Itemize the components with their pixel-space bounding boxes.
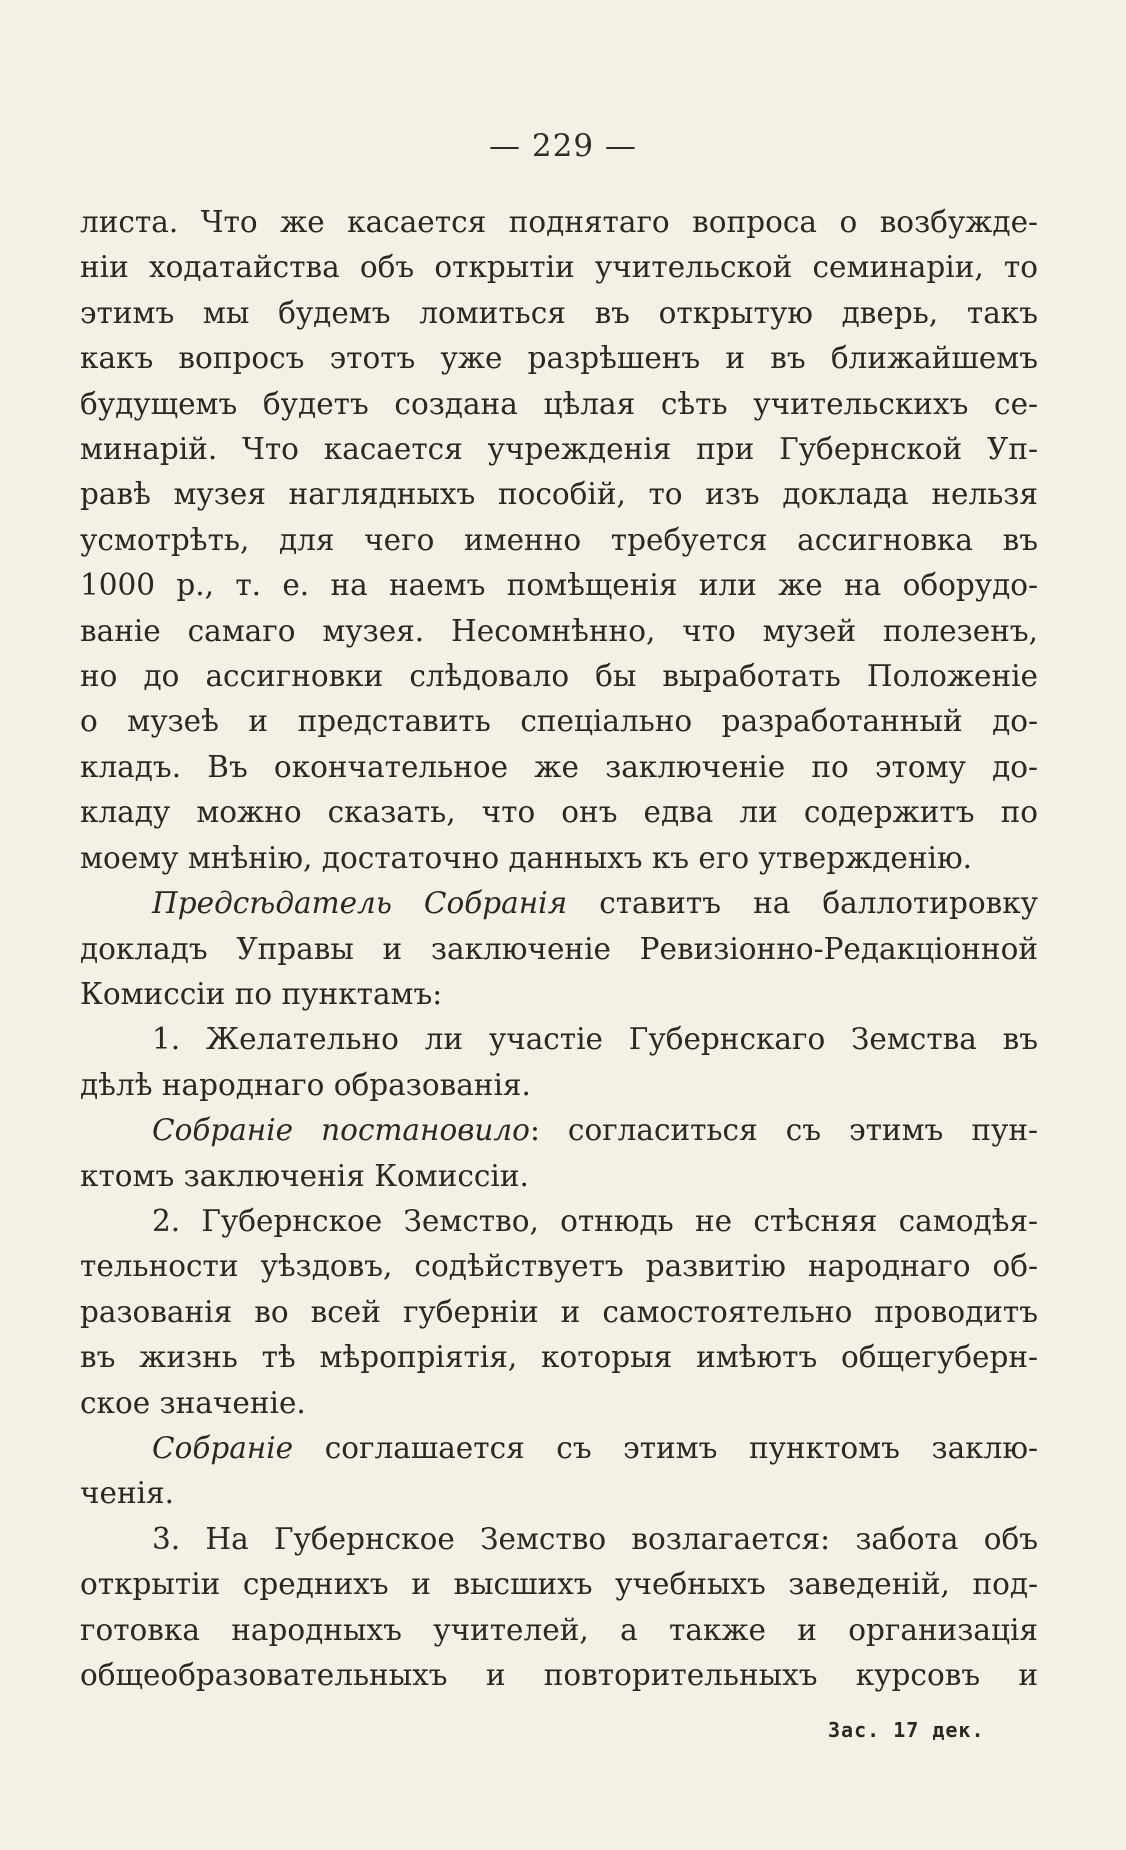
text-line: кладу можно сказать, что онъ едва ли содержитъ по [80,795,1038,830]
item-1-line: 1. Желательно ли участіе Губернскаго Земства въ [152,1022,1038,1057]
text-line: ваніе самаго музея. Несомнѣнно, что музей полезенъ, [80,613,1038,648]
resolution-2-line [80,1426,1038,1471]
text-line: моему мнѣнію, достаточно данныхъ къ его утвержденію. [80,840,973,875]
text-line: дѣлѣ народнаго образованія. [80,1067,531,1102]
text-line: общеобразовательныхъ и повторительныхъ курсовъ и [80,1658,1038,1692]
text-line: какъ вопросъ этотъ уже разрѣшенъ и въ ближайшемъ [80,341,1038,376]
chairman-paragraph-line [80,881,1038,926]
text-line: кладъ. Въ окончательное же заключеніе по этому до- [80,749,1038,784]
text-line: ченія. [80,1476,175,1511]
text-line: 1000 р., т. е. на наемъ помѣщенія или же на оборудо- [80,568,1038,603]
text-line: докладъ Управы и заключеніе Ревизіонно-Редакціонной [80,931,1038,966]
text-line: разованія во всей губерніи и самостоятельно проводитъ [80,1294,1038,1329]
text-line: готовка народныхъ учителей, а также и организація [80,1612,1038,1647]
resolution-1-text: : согласиться съ этимъ пун- [529,1113,1038,1148]
page-footer-signature: Зас. 17 дек. [828,1718,985,1742]
text-line: усмотрѣть, для чего именно требуется ассигновка въ [80,522,1038,557]
text-line: Комиссіи по пунктамъ: [80,976,443,1011]
text-line: ніи ходатайства объ открытіи учительской семинаріи, то [80,250,1038,285]
body-text [80,200,1038,1698]
resolution-2-title: Собраніе [152,1430,294,1465]
resolution-1-title: Собраніе постановило [152,1113,530,1148]
text-line: тельности уѣздовъ, содѣйствуетъ развитію народнаго об- [80,1249,1038,1284]
text-line: будущемъ будетъ создана цѣлая сѣть учительскихъ се- [80,386,1038,421]
chairman-title: Предсѣдатель Собранія [152,886,568,921]
text-line: открытіи среднихъ и высшихъ учебныхъ заведеній, под- [80,1567,1038,1602]
text-line: равѣ музея наглядныхъ пособій, то изъ доклада нельзя [80,477,1038,512]
resolution-1-line [80,1108,1038,1153]
item-3-line: 3. На Губернское Земство возлагается: забота объ [152,1521,1038,1556]
text-line: минарій. Что касается учрежденія при Губернской Уп- [80,432,1038,467]
text-line: листа. Что же касается поднятаго вопроса о возбужде- [80,205,1038,239]
page-number-header: — 229 — [489,128,637,164]
chairman-paragraph-text: ставитъ на баллотировку [567,886,1038,921]
text-line: ское значеніе. [80,1385,306,1420]
text-line: ктомъ заключенія Комиссіи. [80,1158,529,1193]
text-line: этимъ мы будемъ ломиться въ открытую дверь, такъ [80,295,1038,330]
text-line: о музеѣ и представить спеціально разработанный до- [80,704,1038,739]
text-line: но до ассигновки слѣдовало бы выработать Положеніе [80,659,1038,694]
resolution-2-text: соглашается съ этимъ пунктомъ заклю- [293,1430,1038,1465]
text-line: въ жизнь тѣ мѣропріятія, которыя имѣютъ общегуберн- [80,1340,1038,1375]
item-2-line: 2. Губернское Земство, отнюдь не стѣсняя самодѣя- [152,1203,1038,1238]
